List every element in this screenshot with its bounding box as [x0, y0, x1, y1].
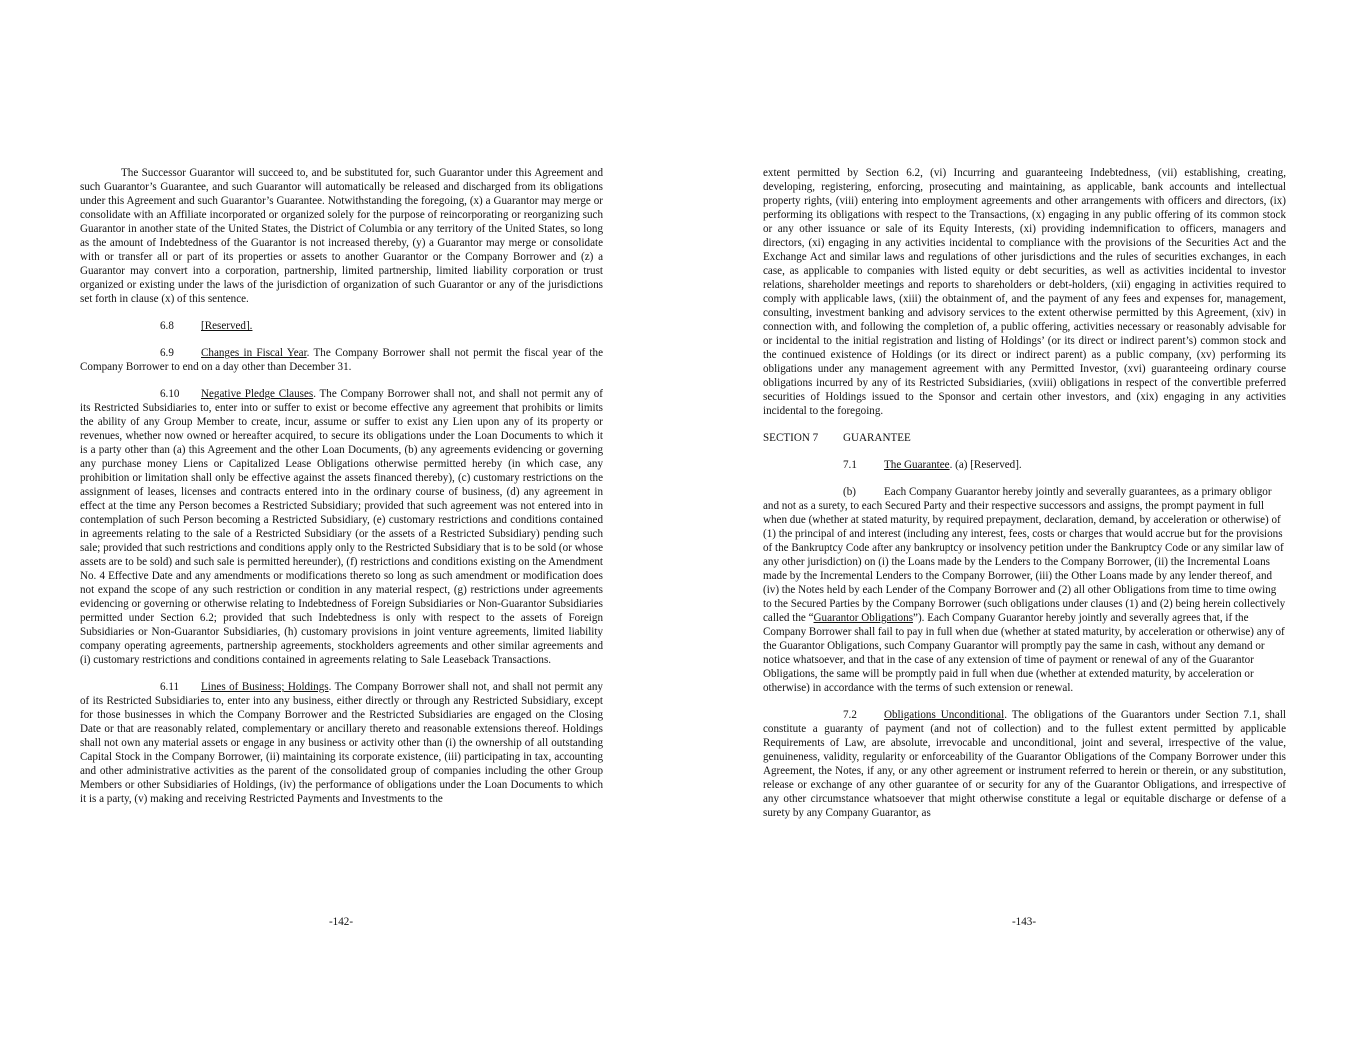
section-7-2	[763, 708, 1286, 820]
section-title: [Reserved].	[201, 320, 253, 332]
paragraph-continued: extent permitted by Section 6.2, (vi) Incurring and guaranteeing Indebtedness, (vii) establishing, creating, developing, registering, enforcing, prosecuting and maintaining, as applicable, bank accounts and intellectual property rights, (viii) entering into employment agreements and other arrangements with officers and directors, (ix) performing its obligations with respect to the Transactions, (x) engaging in any public offering of its common stock or any other issuance or sale of its Equity Interests, (xi) providing indemnification to officers, managers and directors, (xi) engaging in any activities incidental to compliance with the provisions of the Securities Act and the Exchange Act and similar laws and regulations of other jurisdictions and the rules of securities exchanges, in each case, as applicable to companies with listed equity or debt securities, as well as activities incidental to investor relations, shareholder meetings and reports to shareholders or debt-holders, (xii) engaging in activities required to comply with applicable laws, (xiii) the obtainment of, and the payment of any fees and expenses for, management, consulting, investment banking and advisory services to the extent otherwise permitted by this Agreement, (xiv) in connection with, and following the completion of, a public offering, activities necessary or reasonably advisable for or incidental to the initial registration and listing of Holdings’ (or its direct or indirect parent’s) common stock and the continued existence of Holdings (or its direct or indirect parent) as a public company, (xv) performing its obligations under any management agreement with any Permitted Investor, (xvi) guaranteeing ordinary course obligations incurred by any of its Restricted Subsidiaries, (xviii) obligations in respect of the convertible preferred securities of Holdings issued to the Sponsor and certain other investors, and (xix) engaging in any activities incidental to the foregoing.	[763, 167, 1286, 417]
section-title: The Guarantee	[884, 459, 950, 471]
page-142	[0, 0, 682, 1055]
section-number: 7.1	[843, 459, 857, 471]
section-6-11	[80, 680, 603, 806]
section-text: . The Company Borrower shall not, and shall not permit any of its Restricted Subsidiaries to, enter into or suffer to exist or become effective any agreement that prohibits or limits the ability of any Group Member to create, incur, assume or suffer to exist any Lien upon any of its property or revenues, whether now owned or hereafter acquired, to secure its obligations under the Loan Documents to which it is a party other than (a) this Agreement and the other Loan Documents, (b) any agreements evidencing or governing any purchase money Liens or Capitalized Lease Obligations otherwise permitted hereby (in which case, any prohibition or limitation shall only be effective against the assets financed thereby), (c) customary restrictions on the assignment of leases, licenses and contracts entered into in the ordinary course of business, (d) any agreement in effect at the time any Person becomes a Restricted Subsidiary; provided that such agreement was not entered into in contemplation of such Person becoming a Restricted Subsidiary, (e) customary restrictions and conditions contained in agreements relating to the sale of a Restricted Subsidiary (or the assets of a Restricted Subsidiary) pending such sale; provided that such restrictions and conditions apply only to the Restricted Subsidiary that is to be sold (or whose assets are to be sold) and such sale is permitted hereunder), (f) restrictions and conditions existing on the Amendment No. 4 Effective Date and any amendments or modifications thereto so long as such amendment or modification does not expand the scope of any such restriction or condition in any material respect, (g) restrictions under agreements evidencing or governing or otherwise relating to Indebtedness of Foreign Subsidiaries or Non-Guarantor Subsidiaries permitted under Section 6.2; provided that such Indebtedness is only with respect to the assets of Foreign Subsidiaries or Non-Guarantor Subsidiaries, (h) customary provisions in joint venture agreements, limited liability company operating agreements, partnership agreements, stockholders agreements and other similar agreements and (i) customary restrictions and conditions contained in agreements relating to Sale Leaseback Transactions.	[80, 388, 604, 666]
section-title: Obligations Unconditional	[884, 709, 1005, 721]
section-number: SECTION 7	[763, 432, 819, 444]
section-7-1	[763, 458, 1286, 472]
section-text: . The obligations of the Guarantors under Section 7.1, shall constitute a guaranty of payment (and not of collection) and to the fullest extent permitted by applicable Requirements of Law, are absolute, irrevocable and unconditional, joint and several, irrespective of the value, genuineness, validity, regularity or enforceability of the Guarantor Obligations of the Company Borrower under this Agreement, the Notes, if any, or any other agreement or instrument referred to herein or therein, or any substitution, release or exchange of any other guarantee of or security for any of the Guarantor Obligations, and irrespective of any other circumstance whatsoever that might otherwise constitute a legal or equitable discharge or defense of a surety by any Company Guarantor, as	[763, 709, 1287, 819]
page-143	[683, 0, 1365, 1055]
section-title: Negative Pledge Clauses	[201, 388, 314, 400]
section-title: Changes in Fiscal Year	[201, 347, 307, 359]
section-7-1-b	[763, 485, 1286, 695]
left-page-body	[80, 166, 603, 819]
section-6-10	[80, 387, 603, 667]
section-6-9	[80, 346, 603, 374]
page-number: -142-	[328, 916, 354, 928]
section-number: 6.11	[160, 681, 180, 693]
clause-number: (b)	[843, 486, 856, 498]
section-number: 6.9	[160, 347, 174, 359]
section-text: . (a) [Reserved].	[949, 459, 1022, 471]
section-number: 7.2	[843, 709, 857, 721]
right-page-body	[763, 166, 1286, 833]
clause-text-part-1: Each Company Guarantor hereby jointly and severally guarantees, as a primary obligor and not as a surety, to each Secured Party and their respective successors and assigns, the prompt payment in full when due (whether at stated maturity, by required prepayment, declaration, demand, by acceleration or otherwise) of (1) the principal of and interest (including any interest, fees, costs or charges that would accrue but for the provisions of the Bankruptcy Code after any bankruptcy or insolvency petition under the Bankruptcy Code or any similar law of any other jurisdiction) on (i) the Loans made by the Lenders to the Company Borrower, (ii) the Incremental Loans made by the Incremental Lenders to the Company Borrower, (iii) the Other Loans made by any lender thereof, and (iv) the Notes held by each Lender of the Company Borrower and (2) all other Obligations from time to time owing to the Secured Parties by the Company Borrower (such obligations under clauses (1) and (2) being herein collectively called the “	[763, 486, 1286, 624]
section-title: Lines of Business; Holdings	[201, 681, 329, 693]
section-number: 6.8	[160, 320, 174, 332]
section-text: . The Company Borrower shall not permit the fiscal year of the Company Borrower to end on a day other than December 31.	[80, 347, 603, 373]
section-7-heading	[763, 431, 1286, 445]
defined-term-guarantor-obligations: Guarantor Obligations	[813, 612, 914, 624]
section-number: 6.10	[160, 388, 180, 400]
clause-text-part-2: ”). Each Company Guarantor hereby jointly and severally agrees that, if the Company Borrower shall fail to pay in full when due (whether at stated maturity, by acceleration or otherwise) any of the Guarantor Obligations, such Company Guarantor will promptly pay the same in cash, without any demand or notice whatsoever, and that in the case of any extension of time of payment or renewal of any of the Guarantor Obligations, the same will be promptly paid in full when due (whether at extended maturity, by acceleration or otherwise) in accordance with the terms of such extension or renewal.	[763, 612, 1285, 694]
section-6-8	[80, 319, 603, 333]
section-text: . The Company Borrower shall not, and shall not permit any of its Restricted Subsidiaries to, enter into any business, either directly or through any Restricted Subsidiary, except for those businesses in which the Company Borrower and the Restricted Subsidiaries are engaged on the Closing Date or that are reasonably related, complementary or ancillary thereto and reasonable extensions thereof. Holdings shall not own any material assets or engage in any business or activity other than (i) the ownership of all outstanding Capital Stock in the Company Borrower, (ii) maintaining its corporate existence, (iii) participating in tax, accounting and other administrative activities as the parent of the consolidated group of companies including the other Group Members or other Subsidiaries of Holdings, (iv) the performance of obligations under the Loan Documents to which it is a party, (v) making and receiving Restricted Payments and Investments to the	[80, 681, 603, 805]
section-title: GUARANTEE	[843, 432, 911, 444]
paragraph-successor-guarantor: The Successor Guarantor will succeed to, and be substituted for, such Guarantor under this Agreement and such Guarantor’s Guarantee, and such Guarantor will automatically be released and discharged from its obligations under this Agreement and such Guarantor’s Guarantee. Notwithstanding the foregoing, (x) a Guarantor may merge or consolidate with an Affiliate incorporated or organized solely for the purpose of reincorporating or reorganizing such Guarantor in another state of the United States, the District of Columbia or any territory of the United States, so long as the amount of Indebtedness of the Guarantor is not increased thereby, (y) a Guarantor may merge or consolidate with or transfer all or part of its properties or assets to another Guarantor or the Company Borrower and (z) a Guarantor may convert into a corporation, partnership, limited partnership, limited liability corporation or trust organized or existing under the laws of the jurisdiction of organization of such Guarantor or any of the jurisdictions set forth in clause (x) of this sentence.	[80, 167, 603, 305]
page-number: -143-	[1011, 916, 1037, 928]
